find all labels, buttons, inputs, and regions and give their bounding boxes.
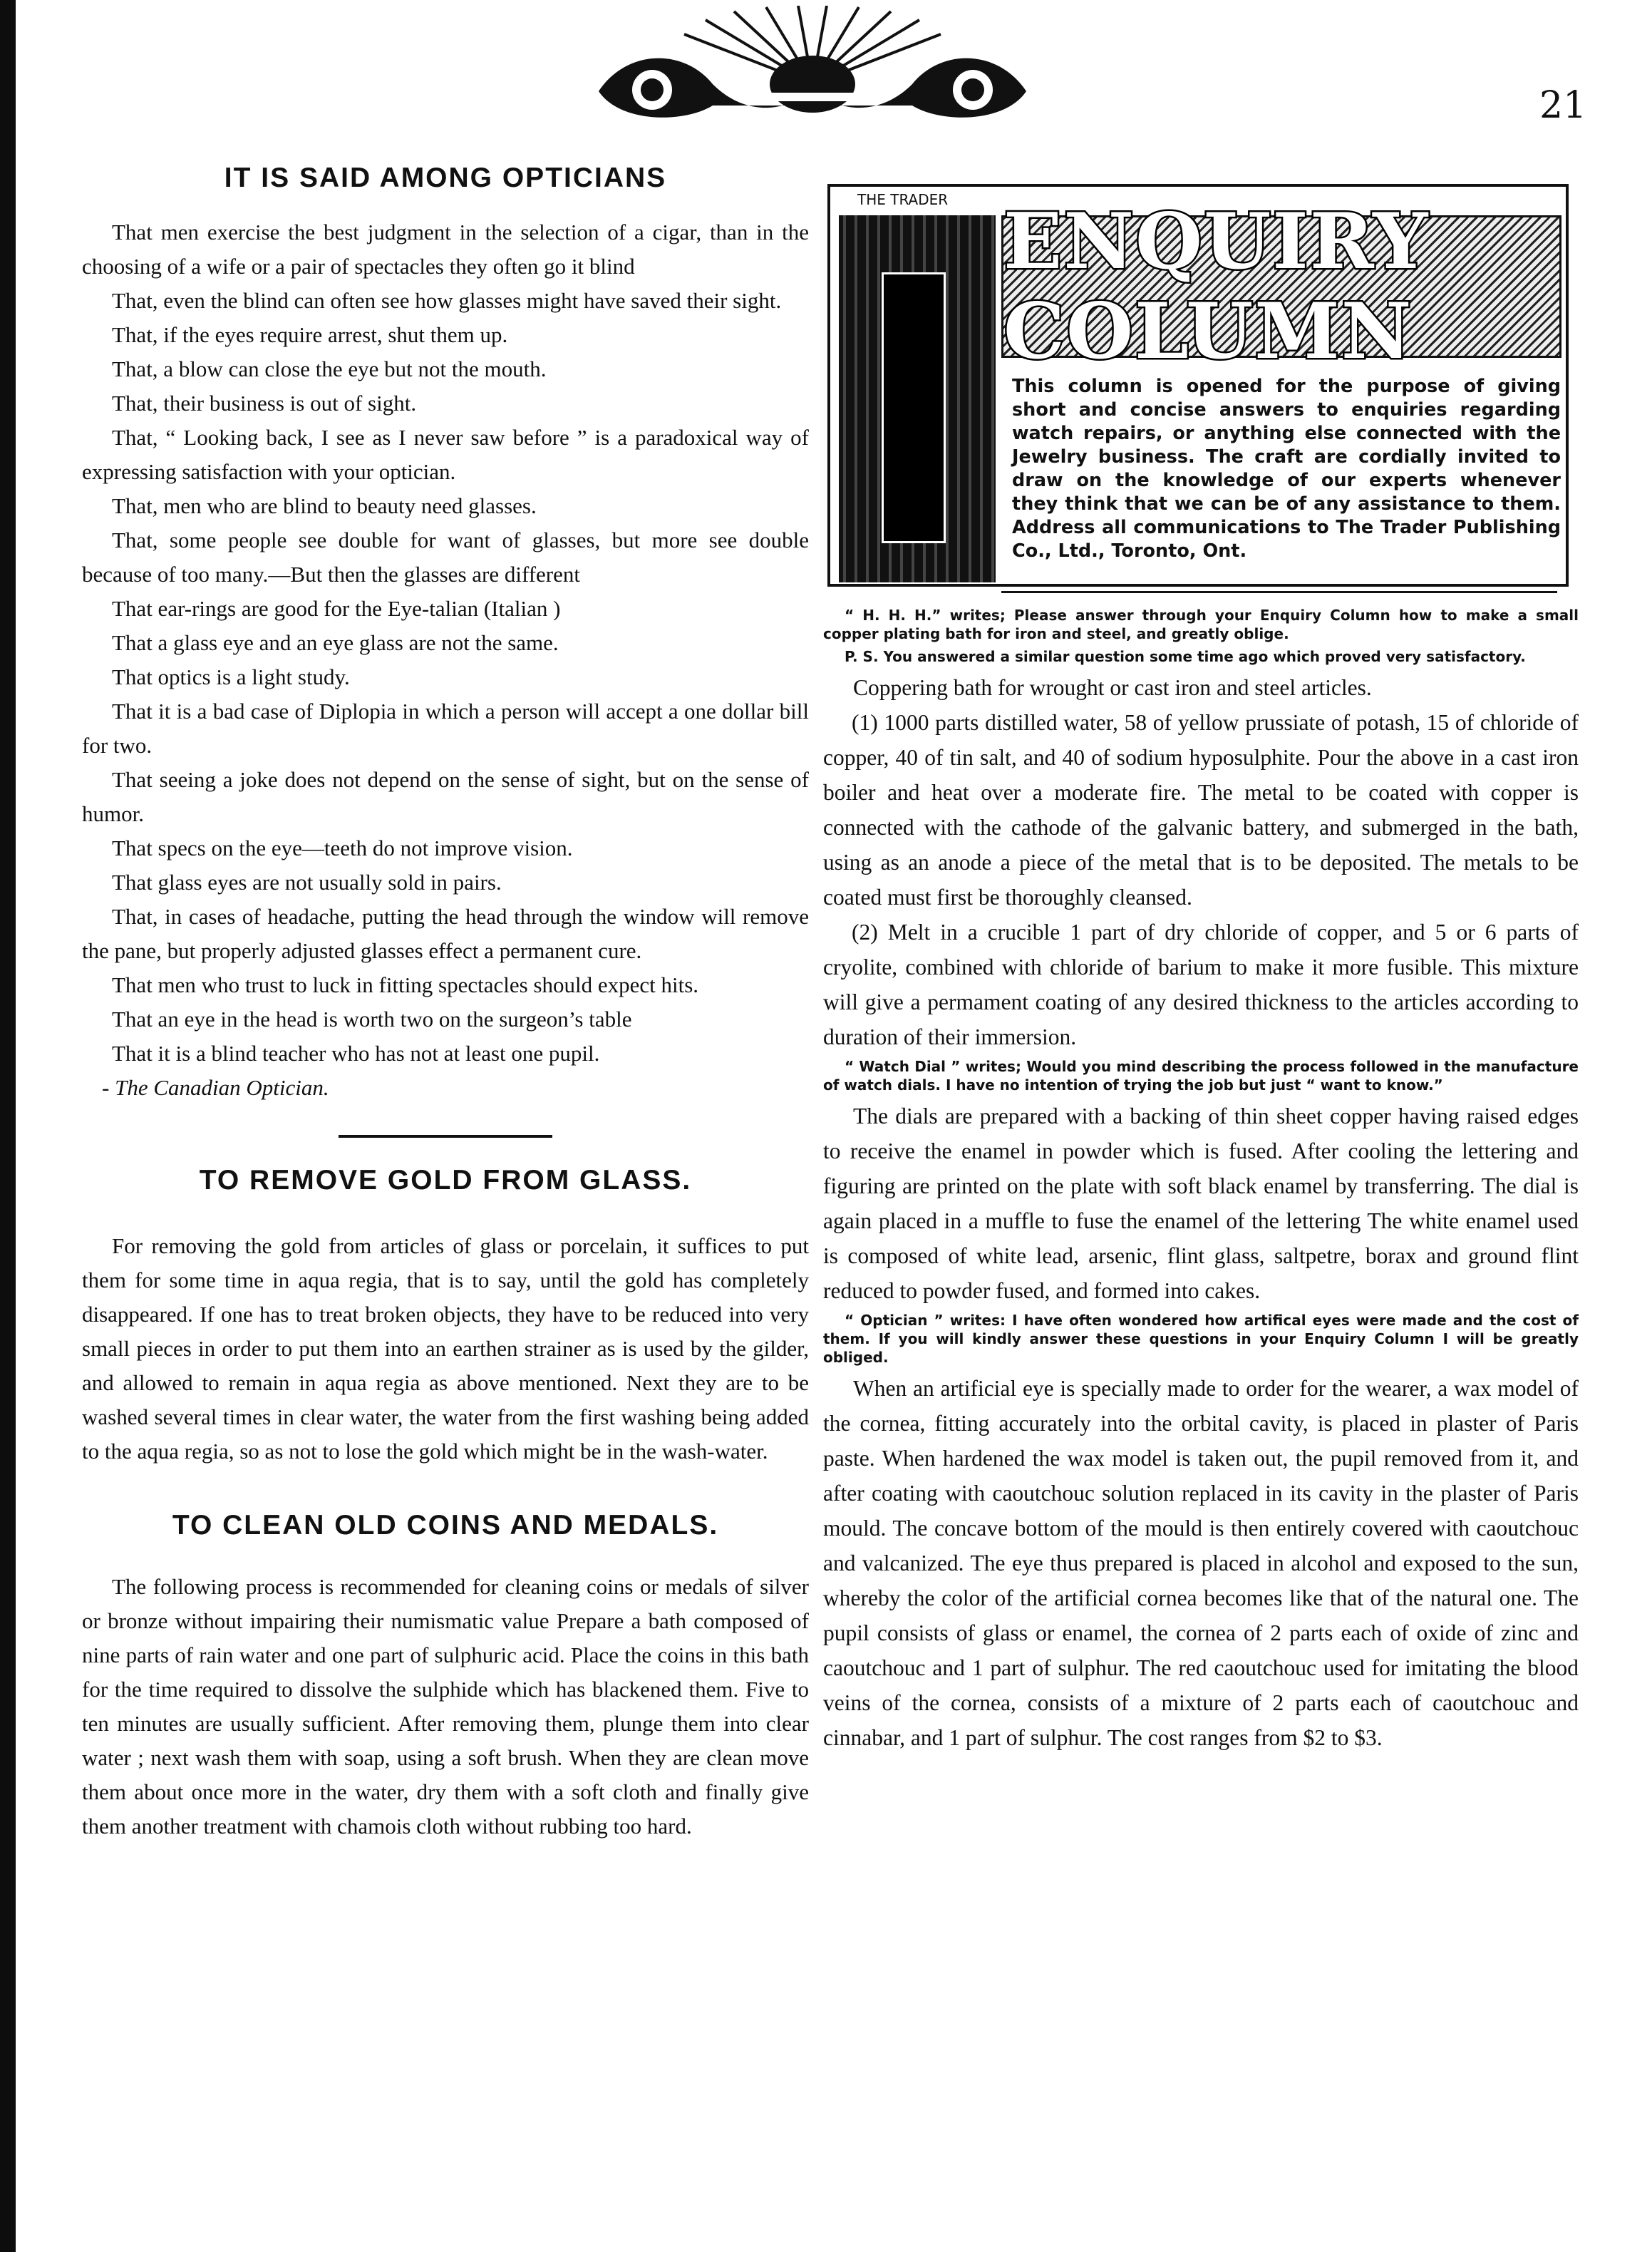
- left-column: [82, 163, 809, 1844]
- opticians-citation: - The Canadian Optician.: [102, 1075, 329, 1100]
- answer-2: The dials are prepared with a backing of thin sheet copper having raised edges to receive the enamel in powder which is fused. After cooling the lettering and figuring are printed on the plate with soft black enamel by transferring. The dial is again placed in a muffle to fuse the enamel of the lettering The white enamel used is composed of white lead, arsenic, flint glass, saltpetre, borax and ground flint reduced to powder fused, and formed into cakes.: [823, 1104, 1579, 1303]
- query-1: “ H. H. H.” writes; Please answer through your Enquiry Column how to make a small copper plating bath for iron and steel, and greatly oblige.: [823, 607, 1579, 642]
- enquiry-banner-title: ENQUIRY COLUMN: [1003, 197, 1430, 376]
- opticians-paragraph: That ear-rings are good for the Eye-talian (Italian ): [112, 596, 561, 621]
- opticians-paragraph: That, in cases of headache, putting the head through the window will remove the pane, but properly adjusted glasses effect a permanent cure.: [82, 904, 809, 963]
- opticians-paragraph: That it is a blind teacher who has not at least one pupil.: [112, 1041, 600, 1066]
- opticians-paragraph: That glass eyes are not usually sold in pairs.: [112, 870, 502, 895]
- sunburst-ornament-icon: [584, 6, 1041, 127]
- opticians-paragraph: That a glass eye and an eye glass are not the same.: [112, 630, 559, 655]
- answer-1-intro: Coppering bath for wrought or cast iron and steel articles.: [853, 675, 1372, 700]
- page-number: 21: [1539, 84, 1587, 127]
- opticians-paragraph: That, “ Looking back, I see as I never saw before ” is a paradoxical way of expressing satisfaction with your optician.: [82, 425, 809, 484]
- figure-silhouette-icon: [882, 272, 946, 543]
- coins-title: TO CLEAN OLD COINS AND MEDALS.: [172, 1510, 719, 1541]
- enquiry-intro: This column is opened for the purpose of giving short and concise answers to enquiries regarding watch repairs, or anything else connected with the Jewelry business. The craft are cordially invited to draw on the knowledge of our experts whenever they think that we can be of any assistance to them. Address all communications to The Trader Publishing Co., Ltd., Toronto, Ont.: [1012, 376, 1561, 562]
- scan-edge-bar: [0, 0, 16, 2252]
- query-3: “ Optician ” writes: I have often wondered how artifical eyes were made and the cost of them. If you will kindly answer these questions in your Enquiry Column I will be greatly obliged.: [823, 1312, 1579, 1366]
- enquiry-header: [827, 184, 1569, 587]
- enquiry-rule: [1001, 591, 1557, 593]
- opticians-paragraph: That, even the blind can often see how glasses might have saved their sight.: [112, 288, 782, 313]
- opticians-paragraph: That an eye in the head is worth two on the surgeon’s table: [112, 1007, 632, 1032]
- enquiry-small-label: THE TRADER: [857, 191, 949, 208]
- opticians-paragraph: That it is a bad case of Diplopia in which a person will accept a one dollar bill for two.: [82, 699, 809, 758]
- opticians-list: [82, 215, 809, 1105]
- query-1-ps: P. S. You answered a similar question some time ago which proved very satisfactory.: [845, 648, 1526, 665]
- query-2: “ Watch Dial ” writes; Would you mind describing the process followed in the manufacture of watch dials. I have no intention of trying the job but just “ want to know.”: [823, 1058, 1579, 1094]
- enquiry-banner: [1001, 197, 1561, 376]
- opticians-paragraph: That specs on the eye—teeth do not improve vision.: [112, 835, 573, 860]
- opticians-paragraph: That, if the eyes require arrest, shut them up.: [112, 322, 508, 347]
- section-divider: [339, 1135, 552, 1138]
- opticians-paragraph: That optics is a light study.: [112, 664, 350, 689]
- opticians-paragraph: That men exercise the best judgment in the selection of a cigar, than in the choosing of a wife or a pair of spectacles they often go it blind: [82, 220, 809, 279]
- opticians-paragraph: That, a blow can close the eye but not the mouth.: [112, 356, 547, 381]
- answer-3: When an artificial eye is specially made to order for the wearer, a wax model of the cornea, fitting accurately into the orbital cavity, is placed in plaster of Paris paste. When hardened the wax model is taken out, the pupil removed from it, and after coating with caoutchouc solution replaced in its cavity in the plaster of Paris mould. The concave bottom of the mould is then entirely covered with caoutchouc and valcanized. The eye thus prepared is placed in alcohol and exposed to the sun, whereby the color of the artificial cornea becomes like that of the natural one. The pupil consists of glass or enamel, the cornea of 2 parts each of oxide of zinc and caoutchouc and 1 part of sulphur. The red caoutchouc used for imitating the blood veins of the cornea, consists of a mixture of 2 parts each of caoutchouc and cinnabar, and 1 part of sulphur. The cost ranges from $2 to $3.: [823, 1376, 1579, 1750]
- gold-body: For removing the gold from articles of glass or porcelain, it suffices to put them for some time in aqua regia, that is to say, until the gold has completely disappeared. If one has to treat broken objects, they have to be reduced into very small pieces in order to put them into an earthen strainer as is used by the gilder, and allowed to remain in aqua regia as above mentioned. Next they are to be washed several times in clear water, the water from the first washing being added to the aqua regia, so as not to lose the gold which might be in the wash-water.: [82, 1233, 809, 1464]
- robed-figure-illustration: [839, 215, 996, 582]
- opticians-paragraph: That men who trust to luck in fitting spectacles should expect hits.: [112, 972, 699, 997]
- opticians-paragraph: That seeing a joke does not depend on the sense of sight, but on the sense of humor.: [82, 767, 809, 826]
- answer-1-part-1: (1) 1000 parts distilled water, 58 of yellow prussiate of potash, 15 of chloride of copper, 40 of tin salt, and 40 of sodium hyposulphite. Pour the above in a cast iron boiler and heat over a moderate fire. The metal to be coated with copper is connected with the cathode of the galvanic battery, and submerged in the bath, using as an anode a piece of the metal that is to be deposited. The metals to be coated must first be thoroughly cleansed.: [823, 710, 1579, 910]
- opticians-paragraph: That, men who are blind to beauty need glasses.: [112, 493, 537, 518]
- opticians-paragraph: That, their business is out of sight.: [112, 391, 417, 416]
- right-column: [823, 184, 1579, 1755]
- gold-title: TO REMOVE GOLD FROM GLASS.: [199, 1165, 692, 1196]
- coins-body: The following process is recommended for cleaning coins or medals of silver or bronze without impairing their numismatic value Prepare a bath composed of nine parts of rain water and one part of sulphuric acid. Place the coins in this bath for the time required to dissolve the sulphide which has blackened them. Five to ten minutes are usually sufficient. After removing them, plunge them into clear water ; next wash them with soap, using a soft brush. When they are clean move them about once more in the water, dry them with a soft cloth and finally give them another treatment with chamois cloth without rubbing too hard.: [82, 1574, 809, 1839]
- answer-1-part-2: (2) Melt in a crucible 1 part of dry chloride of copper, and 5 or 6 parts of cryolite, combined with chloride of barium to make it more fusible. This mixture will give a permament coating of any desired thickness to the articles according to duration of their immersion.: [823, 920, 1579, 1049]
- opticians-paragraph: That, some people see double for want of glasses, but more see double because of too many.—But then the glasses are different: [82, 528, 809, 587]
- opticians-title: IT IS SAID AMONG OPTICIANS: [224, 163, 667, 193]
